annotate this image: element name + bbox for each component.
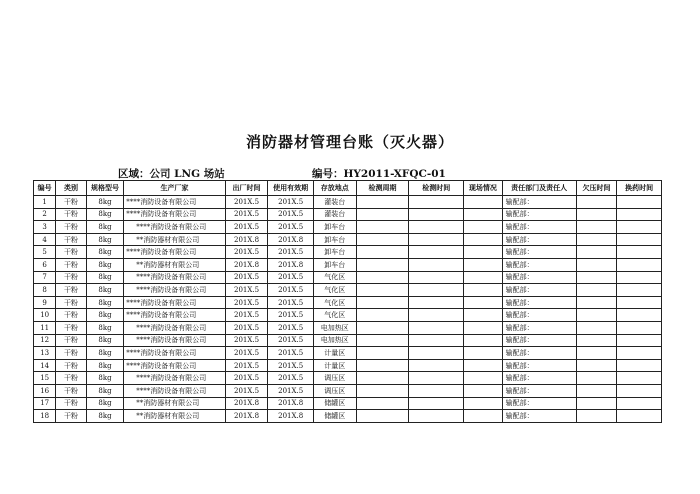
cell-inspection-cycle — [356, 284, 409, 297]
cell-site-condition — [464, 296, 503, 309]
cell-refill-date — [617, 347, 662, 360]
col-header-location: 存放地点 — [313, 181, 356, 196]
cell-id: 3 — [34, 221, 56, 234]
cell-spec: 8kg — [86, 309, 124, 322]
cell-underpressure-date — [576, 296, 617, 309]
cell-spec: 8kg — [86, 284, 124, 297]
cell-inspection-cycle — [356, 359, 409, 372]
cell-responsible: 输配部： — [502, 284, 576, 297]
cell-underpressure-date — [576, 208, 617, 221]
cell-manufacture-date: 201X.5 — [225, 359, 268, 372]
cell-manufacturer: ****消防设备有限公司 — [124, 196, 225, 209]
cell-location: 卸车台 — [313, 246, 356, 259]
cell-manufacture-date: 201X.5 — [225, 372, 268, 385]
cell-category: 干粉 — [56, 321, 86, 334]
cell-underpressure-date — [576, 233, 617, 246]
cell-expiry: 201X.8 — [268, 410, 314, 423]
cell-expiry: 201X.5 — [268, 372, 314, 385]
cell-site-condition — [464, 397, 503, 410]
table-row — [34, 321, 662, 334]
cell-inspection-date — [409, 246, 464, 259]
cell-manufacturer: ****消防设备有限公司 — [124, 221, 225, 234]
col-header-manufacture-date: 出厂时间 — [225, 181, 268, 196]
col-header-refill-date: 换药时间 — [617, 181, 662, 196]
col-header-inspection-cycle: 检测周期 — [356, 181, 409, 196]
cell-refill-date — [617, 196, 662, 209]
col-header-inspection-date: 检测时间 — [409, 181, 464, 196]
cell-expiry: 201X.5 — [268, 221, 314, 234]
cell-spec: 8kg — [86, 334, 124, 347]
cell-manufacturer: ****消防设备有限公司 — [124, 334, 225, 347]
cell-category: 干粉 — [56, 372, 86, 385]
cell-manufacture-date: 201X.5 — [225, 347, 268, 360]
cell-manufacturer: ****消防设备有限公司 — [124, 271, 225, 284]
cell-id: 1 — [34, 196, 56, 209]
cell-id: 8 — [34, 284, 56, 297]
cell-site-condition — [464, 372, 503, 385]
table-row — [34, 410, 662, 423]
cell-expiry: 201X.5 — [268, 321, 314, 334]
cell-refill-date — [617, 284, 662, 297]
table-row — [34, 246, 662, 259]
cell-id: 4 — [34, 233, 56, 246]
cell-underpressure-date — [576, 372, 617, 385]
cell-inspection-cycle — [356, 347, 409, 360]
cell-refill-date — [617, 321, 662, 334]
col-header-expiry: 使用有效期 — [268, 181, 314, 196]
cell-manufacturer: ****消防设备有限公司 — [124, 372, 225, 385]
cell-category: 干粉 — [56, 359, 86, 372]
table-body — [34, 196, 662, 423]
cell-location: 储罐区 — [313, 397, 356, 410]
cell-inspection-date — [409, 233, 464, 246]
cell-expiry: 201X.5 — [268, 196, 314, 209]
cell-id: 13 — [34, 347, 56, 360]
cell-spec: 8kg — [86, 372, 124, 385]
cell-category: 干粉 — [56, 233, 86, 246]
cell-responsible: 输配部： — [502, 384, 576, 397]
cell-refill-date — [617, 208, 662, 221]
cell-expiry: 201X.8 — [268, 397, 314, 410]
cell-expiry: 201X.5 — [268, 347, 314, 360]
cell-inspection-date — [409, 410, 464, 423]
document-title: 消防器材管理台账（灭火器） — [245, 133, 454, 151]
cell-manufacturer: ****消防设备有限公司 — [124, 284, 225, 297]
cell-manufacture-date: 201X.5 — [225, 271, 268, 284]
cell-location: 卸车台 — [313, 258, 356, 271]
cell-location: 气化区 — [313, 271, 356, 284]
col-header-responsible: 责任部门及责任人 — [502, 181, 576, 196]
cell-responsible: 输配部： — [502, 359, 576, 372]
cell-inspection-cycle — [356, 208, 409, 221]
cell-manufacture-date: 201X.8 — [225, 410, 268, 423]
cell-refill-date — [617, 410, 662, 423]
cell-id: 10 — [34, 309, 56, 322]
cell-category: 干粉 — [56, 397, 86, 410]
cell-location: 调压区 — [313, 372, 356, 385]
cell-inspection-date — [409, 221, 464, 234]
table-row — [34, 208, 662, 221]
cell-site-condition — [464, 321, 503, 334]
table-row — [34, 221, 662, 234]
col-header-site-condition: 现场情况 — [464, 181, 503, 196]
table-row — [34, 359, 662, 372]
cell-responsible: 输配部： — [502, 309, 576, 322]
cell-inspection-date — [409, 359, 464, 372]
col-header-id: 编号 — [34, 181, 56, 196]
cell-manufacturer: ****消防设备有限公司 — [124, 321, 225, 334]
cell-underpressure-date — [576, 196, 617, 209]
cell-inspection-date — [409, 271, 464, 284]
cell-site-condition — [464, 384, 503, 397]
cell-manufacturer: ****消防设备有限公司 — [124, 208, 225, 221]
cell-spec: 8kg — [86, 321, 124, 334]
cell-refill-date — [617, 271, 662, 284]
cell-refill-date — [617, 359, 662, 372]
table-row — [34, 258, 662, 271]
cell-location: 储罐区 — [313, 410, 356, 423]
cell-responsible: 输配部： — [502, 196, 576, 209]
cell-refill-date — [617, 246, 662, 259]
cell-id: 11 — [34, 321, 56, 334]
col-header-manufacturer: 生产厂家 — [124, 181, 225, 196]
cell-manufacturer: ****消防设备有限公司 — [124, 359, 225, 372]
cell-underpressure-date — [576, 410, 617, 423]
cell-underpressure-date — [576, 246, 617, 259]
cell-inspection-cycle — [356, 221, 409, 234]
cell-responsible: 输配部： — [502, 271, 576, 284]
cell-responsible: 输配部： — [502, 246, 576, 259]
cell-spec: 8kg — [86, 208, 124, 221]
document-code: 编号：HY2011-XFQC-01 — [312, 168, 446, 180]
cell-id: 6 — [34, 258, 56, 271]
cell-category: 干粉 — [56, 284, 86, 297]
cell-manufacture-date: 201X.5 — [225, 384, 268, 397]
cell-manufacturer: ****消防设备有限公司 — [124, 296, 225, 309]
cell-category: 干粉 — [56, 347, 86, 360]
cell-site-condition — [464, 221, 503, 234]
cell-underpressure-date — [576, 221, 617, 234]
table-header-row — [34, 181, 662, 196]
cell-location: 电加热区 — [313, 334, 356, 347]
cell-site-condition — [464, 309, 503, 322]
table-row — [34, 296, 662, 309]
cell-category: 干粉 — [56, 196, 86, 209]
cell-location: 气化区 — [313, 309, 356, 322]
cell-manufacture-date: 201X.5 — [225, 334, 268, 347]
cell-expiry: 201X.8 — [268, 233, 314, 246]
cell-inspection-cycle — [356, 296, 409, 309]
cell-manufacture-date: 201X.5 — [225, 208, 268, 221]
cell-inspection-cycle — [356, 410, 409, 423]
cell-refill-date — [617, 384, 662, 397]
cell-location: 灌装台 — [313, 196, 356, 209]
cell-spec: 8kg — [86, 384, 124, 397]
cell-inspection-cycle — [356, 309, 409, 322]
cell-spec: 8kg — [86, 347, 124, 360]
cell-location: 气化区 — [313, 284, 356, 297]
cell-category: 干粉 — [56, 271, 86, 284]
cell-manufacture-date: 201X.5 — [225, 221, 268, 234]
cell-site-condition — [464, 258, 503, 271]
cell-manufacture-date: 201X.8 — [225, 397, 268, 410]
cell-id: 5 — [34, 246, 56, 259]
cell-refill-date — [617, 372, 662, 385]
cell-expiry: 201X.8 — [268, 258, 314, 271]
cell-id: 9 — [34, 296, 56, 309]
cell-location: 调压区 — [313, 384, 356, 397]
table-row — [34, 271, 662, 284]
cell-inspection-date — [409, 321, 464, 334]
cell-expiry: 201X.5 — [268, 296, 314, 309]
cell-inspection-cycle — [356, 246, 409, 259]
cell-inspection-date — [409, 334, 464, 347]
cell-spec: 8kg — [86, 296, 124, 309]
cell-category: 干粉 — [56, 309, 86, 322]
cell-expiry: 201X.5 — [268, 309, 314, 322]
cell-expiry: 201X.5 — [268, 246, 314, 259]
cell-manufacturer: ****消防设备有限公司 — [124, 309, 225, 322]
cell-inspection-cycle — [356, 258, 409, 271]
cell-location: 气化区 — [313, 296, 356, 309]
cell-underpressure-date — [576, 397, 617, 410]
col-header-spec: 规格型号 — [86, 181, 124, 196]
cell-site-condition — [464, 233, 503, 246]
cell-manufacturer: **消防器材有限公司 — [124, 397, 225, 410]
cell-category: 干粉 — [56, 334, 86, 347]
cell-expiry: 201X.5 — [268, 334, 314, 347]
cell-id: 12 — [34, 334, 56, 347]
cell-spec: 8kg — [86, 258, 124, 271]
cell-manufacture-date: 201X.5 — [225, 284, 268, 297]
cell-category: 干粉 — [56, 410, 86, 423]
cell-responsible: 输配部： — [502, 372, 576, 385]
cell-id: 14 — [34, 359, 56, 372]
cell-manufacture-date: 201X.5 — [225, 196, 268, 209]
cell-refill-date — [617, 397, 662, 410]
cell-refill-date — [617, 309, 662, 322]
cell-expiry: 201X.5 — [268, 284, 314, 297]
table-row — [34, 397, 662, 410]
cell-responsible: 输配部： — [502, 397, 576, 410]
cell-inspection-cycle — [356, 321, 409, 334]
cell-category: 干粉 — [56, 246, 86, 259]
cell-site-condition — [464, 208, 503, 221]
cell-expiry: 201X.5 — [268, 271, 314, 284]
cell-responsible: 输配部： — [502, 208, 576, 221]
cell-category: 干粉 — [56, 208, 86, 221]
cell-manufacture-date: 201X.5 — [225, 246, 268, 259]
cell-manufacturer: ****消防设备有限公司 — [124, 246, 225, 259]
cell-site-condition — [464, 334, 503, 347]
cell-id: 16 — [34, 384, 56, 397]
cell-responsible: 输配部： — [502, 334, 576, 347]
extinguisher-ledger-table — [33, 180, 662, 423]
cell-site-condition — [464, 359, 503, 372]
cell-id: 18 — [34, 410, 56, 423]
cell-site-condition — [464, 410, 503, 423]
cell-manufacture-date: 201X.5 — [225, 296, 268, 309]
cell-spec: 8kg — [86, 271, 124, 284]
cell-id: 17 — [34, 397, 56, 410]
cell-location: 灌装台 — [313, 208, 356, 221]
cell-manufacture-date: 201X.5 — [225, 321, 268, 334]
table-row — [34, 284, 662, 297]
cell-manufacture-date: 201X.8 — [225, 258, 268, 271]
table-row — [34, 309, 662, 322]
cell-manufacturer: **消防器材有限公司 — [124, 410, 225, 423]
cell-manufacturer: **消防器材有限公司 — [124, 233, 225, 246]
cell-responsible: 输配部： — [502, 233, 576, 246]
cell-manufacturer: ****消防设备有限公司 — [124, 347, 225, 360]
cell-refill-date — [617, 221, 662, 234]
cell-inspection-date — [409, 372, 464, 385]
cell-underpressure-date — [576, 321, 617, 334]
cell-inspection-cycle — [356, 372, 409, 385]
cell-manufacturer: ****消防设备有限公司 — [124, 384, 225, 397]
cell-responsible: 输配部： — [502, 258, 576, 271]
cell-id: 2 — [34, 208, 56, 221]
cell-underpressure-date — [576, 359, 617, 372]
cell-underpressure-date — [576, 334, 617, 347]
cell-site-condition — [464, 271, 503, 284]
cell-responsible: 输配部： — [502, 296, 576, 309]
cell-responsible: 输配部： — [502, 347, 576, 360]
cell-site-condition — [464, 284, 503, 297]
cell-underpressure-date — [576, 309, 617, 322]
cell-inspection-date — [409, 309, 464, 322]
col-header-underpressure-date: 欠压时间 — [576, 181, 617, 196]
cell-id: 7 — [34, 271, 56, 284]
cell-location: 电加热区 — [313, 321, 356, 334]
cell-inspection-date — [409, 208, 464, 221]
cell-refill-date — [617, 296, 662, 309]
table-row — [34, 334, 662, 347]
cell-spec: 8kg — [86, 246, 124, 259]
cell-location: 计量区 — [313, 347, 356, 360]
cell-manufacturer: **消防器材有限公司 — [124, 258, 225, 271]
cell-inspection-date — [409, 196, 464, 209]
cell-inspection-date — [409, 284, 464, 297]
cell-expiry: 201X.5 — [268, 359, 314, 372]
cell-manufacture-date: 201X.8 — [225, 233, 268, 246]
cell-expiry: 201X.5 — [268, 208, 314, 221]
cell-spec: 8kg — [86, 397, 124, 410]
cell-category: 干粉 — [56, 296, 86, 309]
cell-spec: 8kg — [86, 196, 124, 209]
cell-site-condition — [464, 347, 503, 360]
cell-site-condition — [464, 196, 503, 209]
cell-location: 计量区 — [313, 359, 356, 372]
col-header-category: 类别 — [56, 181, 86, 196]
cell-underpressure-date — [576, 271, 617, 284]
cell-spec: 8kg — [86, 221, 124, 234]
table-row — [34, 347, 662, 360]
cell-inspection-cycle — [356, 233, 409, 246]
cell-responsible: 输配部： — [502, 410, 576, 423]
cell-underpressure-date — [576, 384, 617, 397]
table-row — [34, 372, 662, 385]
cell-category: 干粉 — [56, 384, 86, 397]
cell-expiry: 201X.5 — [268, 384, 314, 397]
cell-spec: 8kg — [86, 359, 124, 372]
cell-inspection-date — [409, 384, 464, 397]
cell-responsible: 输配部： — [502, 221, 576, 234]
cell-refill-date — [617, 334, 662, 347]
cell-refill-date — [617, 233, 662, 246]
cell-underpressure-date — [576, 347, 617, 360]
cell-location: 卸车台 — [313, 221, 356, 234]
cell-site-condition — [464, 246, 503, 259]
cell-refill-date — [617, 258, 662, 271]
cell-inspection-cycle — [356, 196, 409, 209]
table-row — [34, 384, 662, 397]
cell-inspection-cycle — [356, 397, 409, 410]
region-label: 区域：公司 LNG 场站 — [118, 168, 225, 180]
cell-category: 干粉 — [56, 258, 86, 271]
table-row — [34, 196, 662, 209]
cell-inspection-cycle — [356, 334, 409, 347]
cell-inspection-date — [409, 347, 464, 360]
cell-manufacture-date: 201X.5 — [225, 309, 268, 322]
cell-spec: 8kg — [86, 410, 124, 423]
cell-inspection-date — [409, 296, 464, 309]
cell-inspection-date — [409, 258, 464, 271]
cell-responsible: 输配部： — [502, 321, 576, 334]
table-row — [34, 233, 662, 246]
cell-category: 干粉 — [56, 221, 86, 234]
cell-inspection-date — [409, 397, 464, 410]
cell-id: 15 — [34, 372, 56, 385]
cell-spec: 8kg — [86, 233, 124, 246]
cell-inspection-cycle — [356, 384, 409, 397]
cell-underpressure-date — [576, 258, 617, 271]
cell-underpressure-date — [576, 284, 617, 297]
cell-inspection-cycle — [356, 271, 409, 284]
cell-location: 卸车台 — [313, 233, 356, 246]
